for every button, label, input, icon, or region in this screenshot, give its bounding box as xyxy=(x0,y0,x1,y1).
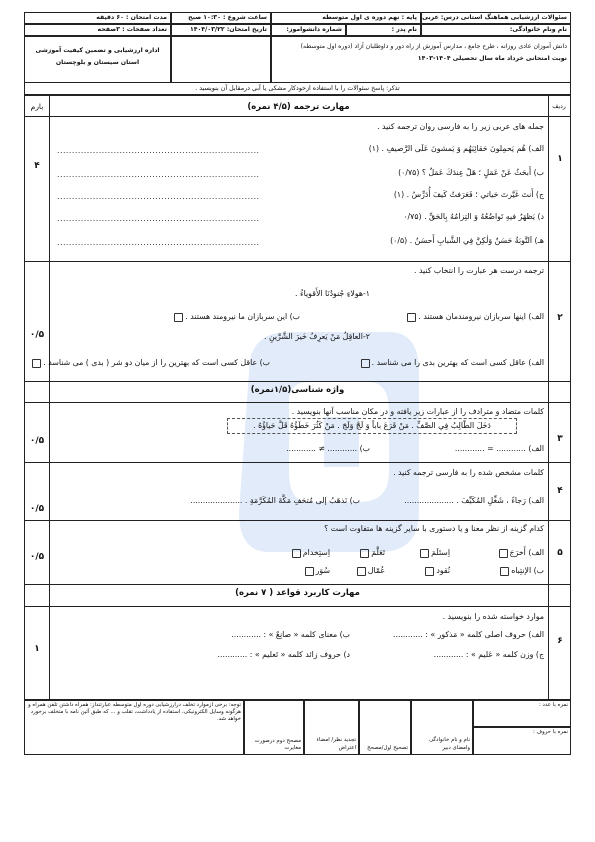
q5-option[interactable]: نُقود xyxy=(423,566,450,576)
checkbox[interactable] xyxy=(499,549,508,558)
header-blank xyxy=(171,36,271,83)
school-line-2: نوبت امتحانی خرداد ماه سال تحصیلی ۱۴۰۴-۱۴۰۳ xyxy=(417,55,567,62)
score-number-field[interactable]: نمره با عدد : xyxy=(473,700,571,727)
checkbox[interactable] xyxy=(32,359,41,368)
question-number: ۵ xyxy=(557,548,563,558)
q1-item-b: ب) أَبحَثُ عَنْ عَمَلٍ ؛ هَلْ عِندَكَ عَمَلٌ ؟ (۰/۷۵) xyxy=(398,168,544,177)
page-count: تعداد صفحات : ۳صفحه xyxy=(24,24,171,36)
q6-item-d[interactable]: د) حروف زائد کلمه « تَعليم » : ............ xyxy=(217,650,350,659)
exam-date-label: تاریخ امتحان: xyxy=(226,26,267,33)
section-grammar: مهارت کاربرد قواعد ( ۷ نمره) xyxy=(235,588,360,598)
answer-line[interactable]: .................................................................... xyxy=(57,238,260,247)
q3-prompt: کلمات متضاد و مترادف را از عبارات زیر یافته و در مکان مناسب آنها بنویسید . xyxy=(291,407,544,416)
section-translation: مهارت ترجمه (۴/۵ نمره) xyxy=(247,102,350,112)
q5-option[interactable]: سُوَر xyxy=(303,566,330,576)
checkbox[interactable] xyxy=(361,359,370,368)
school-info xyxy=(271,36,571,83)
q2-sentence-2: ۲-العاقِلُ مَنْ يَعرِفُ خَيرَ الشَّرَّينِ . xyxy=(263,332,370,341)
instruction-notice: تذکر: پاسخ سئوالات را با استفاده ازخودکار مشکی یا آبی درمقابل آن بنویسید . xyxy=(24,83,571,95)
answer-line[interactable]: .................................................................... xyxy=(57,146,260,155)
q5-option[interactable]: الف) أَخرَجَ xyxy=(497,548,544,558)
column-row-header: ردیف xyxy=(548,96,570,117)
corrector-box[interactable]: مصحح دوم درصورت مغایرت xyxy=(244,700,304,755)
exam-title: سئوالات ارزشیابی هماهنگ استانی درس: عربی xyxy=(421,12,571,24)
office-info xyxy=(24,36,171,83)
q5-prompt: کدام گزینه از نظر معنا و یا دستوری با سایر گزینه ها متفاوت است ؟ xyxy=(324,524,544,533)
exam-header xyxy=(24,12,571,83)
q2-option-1b[interactable]: ب) این سربازان ما نیرومند هستند . xyxy=(172,312,300,322)
checkbox[interactable] xyxy=(425,567,434,576)
question-mark: ۰/۵ xyxy=(29,330,45,340)
q5-option[interactable]: عُمّال xyxy=(355,566,385,576)
question-mark: ۰/۵ xyxy=(29,552,45,562)
teacher-box[interactable]: نام و نام خانوادگی وامضای دبیر xyxy=(411,700,473,755)
question-number: ۱ xyxy=(557,154,563,164)
answer-line[interactable]: .................................................................... xyxy=(57,192,260,201)
school-line-1: دانش آموزان عادی روزانه ، طرح جامع ، مدارس آموزش از راه دور و داوطلبان آزاد (دوره اول متوسطه) xyxy=(300,43,567,50)
q3-answer-a[interactable]: الف) ............ = ............ xyxy=(454,444,544,453)
q4-item-b[interactable]: ب) نَذهَبُ إلى مُتحَفِ مَكَّةَ المُكَرَّمَةِ . ..................... xyxy=(190,496,360,505)
revision-box[interactable]: تجدید نظر/ امضاء اعتراض xyxy=(304,700,359,755)
q1-item-a: الف) هُم يَحمِلونَ حَقائِبَهُم وَ يَمشونَ عَلَى الرَّصيفِ . (۱) xyxy=(368,144,544,153)
exam-duration: مدت امتحان : ۶۰ دقیقه xyxy=(24,12,171,24)
start-time: ساعت شروع : ۱۰:۳۰ صبح xyxy=(171,12,271,24)
q1-item-c: ج) أَنتَ غَيَّرتَ حَياتي ؛ فَعَرَفتُ كَيفَ أُدَرِّسُ . (۱) xyxy=(393,190,544,199)
checkbox[interactable] xyxy=(500,567,509,576)
q2-sentence-1: ۱-هولاءِ جُنودُنَا الأَقوياءُ . xyxy=(295,289,370,298)
q6-item-c[interactable]: ج) وزن کلمه « عَليم » : ............ xyxy=(433,650,544,659)
checkbox[interactable] xyxy=(174,313,183,322)
first-correction-box[interactable]: تصحیح اول/مصحح xyxy=(359,700,411,755)
question-mark: ۴ xyxy=(34,161,40,171)
question-mark: ۰/۵ xyxy=(29,436,45,446)
q6-item-b[interactable]: ب) معنای کلمه « صانِعٌ » : ............ xyxy=(231,630,350,639)
q2-prompt: ترجمه درست هر عبارت را انتخاب کنید . xyxy=(413,266,544,275)
column-mark-header: بارم xyxy=(25,96,49,117)
q1-prompt: جمله های عربی زیر را به فارسی روان ترجمه کنید . xyxy=(377,122,544,131)
q6-item-a[interactable]: الف) حروف اصلی کلمه « مَذکور » : ............ xyxy=(393,630,544,639)
q5-option[interactable]: اِستِخدام xyxy=(290,548,330,558)
question-number: ۲ xyxy=(557,313,563,323)
footer-note: توجه: برخی ازموارد تخلف درارزشیابی دوره اول متوسطه عبارتنداز: همراه داشتن تلفن همراه و هرگونه وسایل الکترونیکی، استفاده از یادداشت، تقلب و ... که طبق آئین نامه با متخلف برخورد خواهد شد. xyxy=(24,700,244,755)
exam-page xyxy=(24,12,571,827)
q5-option[interactable]: ب) الإنتِباه xyxy=(498,566,544,576)
grading-footer xyxy=(24,700,571,755)
question-number: ۶ xyxy=(557,636,563,646)
q5-option[interactable]: اِستَلَمَ xyxy=(418,548,450,558)
exam-date-value: ۱۴۰۴/۰۳/۲۲ xyxy=(189,26,225,33)
checkbox[interactable] xyxy=(407,313,416,322)
father-name-field[interactable]: نام پدر : xyxy=(346,24,421,36)
q3-answer-b[interactable]: ب) ............ ≠ ............ xyxy=(286,444,370,453)
checkbox[interactable] xyxy=(292,549,301,558)
q2-option-2b[interactable]: ب) عاقل کسی است که بهترین را از میان دو شر ( بدی ) می شناسد . xyxy=(30,358,270,368)
office-line-2: استان سیستان و بلوچستان xyxy=(55,59,140,66)
checkbox[interactable] xyxy=(360,549,369,558)
q3-word-box: دَخَلَ الطّالِبُ فِي الصَّفِّ . مَنْ قَرَعَ باباً وَ لَجَّ وَلَجَ . مَنْ كَثُرَ خَطَؤُهُ قَلَّ حَياؤُهُ . xyxy=(227,418,517,434)
questions-table xyxy=(24,95,571,700)
answer-line[interactable]: .................................................................... xyxy=(57,214,260,223)
question-mark: ۰/۵ xyxy=(29,504,45,514)
question-number: ۳ xyxy=(557,434,563,444)
q5-option[interactable]: تَعَلَّمَ xyxy=(358,548,385,558)
checkbox[interactable] xyxy=(305,567,314,576)
student-name-field[interactable]: نام ونام خانوادگی: xyxy=(421,24,571,36)
q1-item-e: هـ) اَلتَّوبَةُ حَسَنٌ وَلٰكِنَّ فِي الشَّبابِ أَحسَنُ . (۰/۵) xyxy=(390,236,544,245)
office-line-1: اداره ارزشیابی و تضمین کیفیت آموزشی xyxy=(35,47,160,54)
q6-prompt: موارد خواسته شده را بنویسید . xyxy=(442,612,544,621)
q2-option-1a[interactable]: الف) اینها سربازان نیرومندمان هستند . xyxy=(405,312,544,322)
exam-date xyxy=(171,24,271,36)
q2-option-2a[interactable]: الف) عاقل کسی است که بهترین بدی را می شناسد . xyxy=(359,358,544,368)
q4-prompt: کلمات مشخص شده را به فارسی ترجمه کنید . xyxy=(393,468,544,477)
q4-item-a[interactable]: الف) رَجاءً ، شَغِّلِ المُكَيِّفَ . .................... xyxy=(404,496,544,505)
student-number-field[interactable]: شماره دانشواموز: xyxy=(271,24,346,36)
checkbox[interactable] xyxy=(420,549,429,558)
section-vocab: واژه شناسی(۱/۵نمره) xyxy=(250,385,345,395)
question-mark: ۱ xyxy=(34,644,40,654)
q1-item-d: د) يَظهَرُ فيهِ تَواضُعُهُ وَ التِزامُهُ بِالحَقِّ . (۰/۷۵ xyxy=(403,212,544,221)
grade-label: پایه : نهم دوره ی اول متوسطه xyxy=(271,12,421,24)
answer-line[interactable]: .................................................................... xyxy=(57,170,260,179)
question-number: ۴ xyxy=(557,486,563,496)
checkbox[interactable] xyxy=(357,567,366,576)
score-text-field[interactable]: نمره با حروف : xyxy=(473,727,571,755)
